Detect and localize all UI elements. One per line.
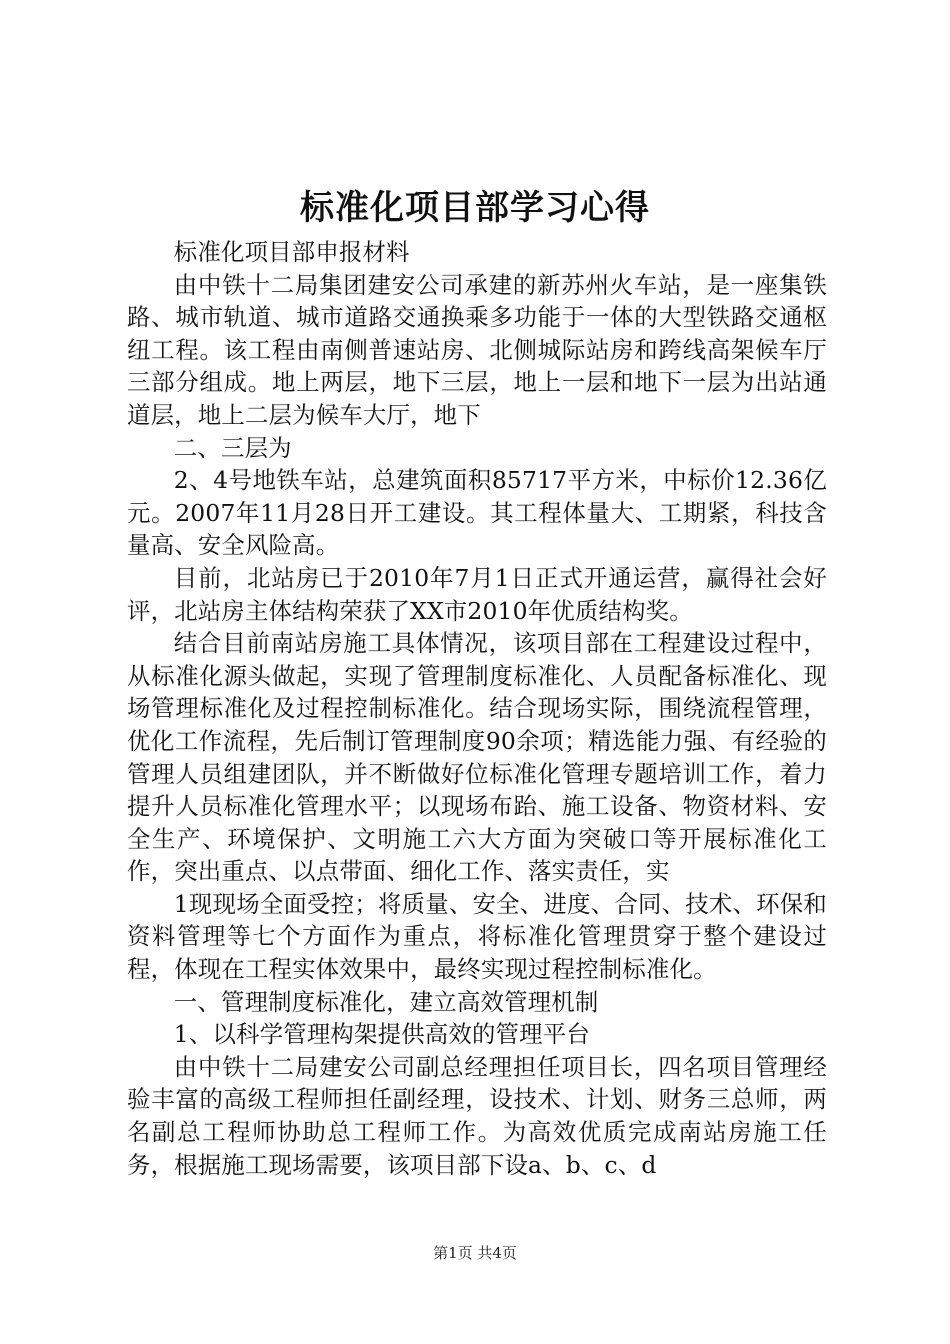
paragraph-current-status: 目前，北站房已于2010年7月1日正式开通运营，赢得社会好评，北站房主体结构荣获了XX市2010年优质结构奖。 [127,563,827,625]
document-title: 标准化项目部学习心得 [300,188,650,228]
document-body [127,236,827,1181]
paragraph-organization: 由中铁十二局建安公司副总经理担任项目长，四名项目管理经验丰富的高级工程师担任副经理，设技术、计划、财务三总师，两名副总工程师协助总工程师工作。为高效优质完成南站房施工任务，根据施工现场需要，该项目部下设a、b、c、d [127,1052,827,1179]
paragraph-intro: 由中铁十二局集团建安公司承建的新苏州火车站，是一座集铁路、城市轨道、城市道路交通换乘多功能于一体的大型铁路交通枢纽工程。该工程由南侧普速站房、北侧城际站房和跨线高架候车厅三部分组成。地上两层，地下三层，地上一层和地下一层为出站通道层，地上二层为候车大厅，地下 [127,270,827,429]
paragraph-fragment: 二、三层为 [173,433,292,462]
paragraph-standardization: 结合目前南站房施工具体情况，该项目部在工程建设过程中，从标准化源头做起，实现了管理制度标准化、人员配备标准化、现场管理标准化及过程控制标准化。结合现场实际，围绕流程管理，优化工作流程，先后制订管理制度90余项；精选能力强、有经验的管理人员组建团队，并不断做好位标准化管理专题培训工作，着力提升人员标准化管理水平；以现场布跆、施工设备、物资材料、安全生产、环境保护、文明施工六大方面为突破口等开展标准化工作，突出重点、以点带面、细化工作、落实责任，实 [127,629,827,886]
section-heading-1: 一、管理制度标准化，建立高效管理机制 [173,987,599,1016]
subsection-heading-1: 1、以科学管理构架提供高效的管理平台 [173,1020,590,1049]
paragraph-metro-station: 2、4号地铁车站，总建筑面积85717平方米，中标价12.36亿元。2007年11月28日开工建设。其工程体量大、工期紧，科技含量高、安全风险高。 [127,466,827,560]
paragraph-control: 1现现场全面受控；将质量、安全、进度、合同、技术、环保和资料管理等七个方面作为重点，将标准化管理贯穿于整个建设过程，体现在工程实体效果中，最终实现过程控制标准化。 [127,889,827,984]
paragraph-subtitle: 标准化项目部申报材料 [173,238,410,266]
page-footer: 第1页 共4页 [433,1244,517,1262]
